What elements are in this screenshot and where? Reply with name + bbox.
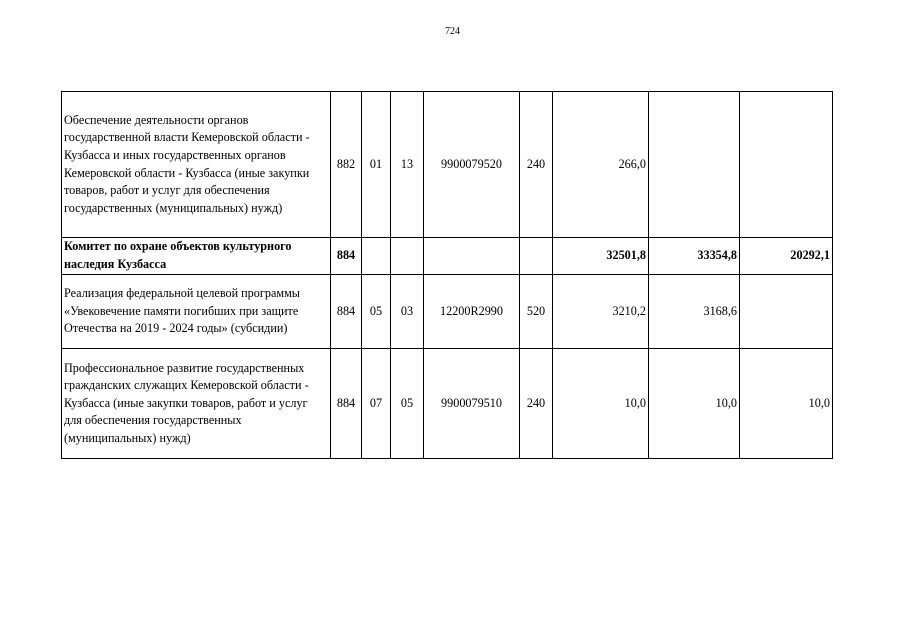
expense-type-code <box>520 238 553 275</box>
subsection-code: 13 <box>391 92 424 238</box>
target-code <box>424 238 520 275</box>
table-row <box>62 349 833 459</box>
target-code: 9900079520 <box>424 92 520 238</box>
table-row <box>62 275 833 349</box>
ministry-code: 882 <box>331 92 362 238</box>
target-code: 9900079510 <box>424 349 520 459</box>
expense-type-code: 240 <box>520 92 553 238</box>
ministry-code: 884 <box>331 349 362 459</box>
sum-year-1: 266,0 <box>553 92 649 238</box>
section-code: 07 <box>362 349 391 459</box>
table-row <box>62 238 833 275</box>
subsection-code <box>391 238 424 275</box>
expense-type-code: 520 <box>520 275 553 349</box>
section-code <box>362 238 391 275</box>
sum-year-1: 10,0 <box>553 349 649 459</box>
target-code: 12200R2990 <box>424 275 520 349</box>
sum-year-3: 20292,1 <box>740 238 833 275</box>
row-name: Комитет по охране объектов культурного наследия Кузбасса <box>62 238 331 275</box>
sum-year-3 <box>740 275 833 349</box>
row-name: Реализация федеральной целевой программы «Увековечение памяти погибших при защите Отечества на 2019 - 2024 годы» (субсидии) <box>62 275 331 349</box>
sum-year-3 <box>740 92 833 238</box>
table-row <box>62 92 833 238</box>
ministry-code: 884 <box>331 238 362 275</box>
sum-year-2: 10,0 <box>649 349 740 459</box>
ministry-code: 884 <box>331 275 362 349</box>
page-number: 724 <box>445 26 460 37</box>
row-name: Обеспечение деятельности органов государственной власти Кемеровской области - Кузбасса и иных государственных органов Кемеровской области - Кузбасса (иные закупки товаров, работ и услуг для обеспечения государственных (муниципальных) нужд) <box>62 92 331 238</box>
sum-year-2: 3168,6 <box>649 275 740 349</box>
expense-type-code: 240 <box>520 349 553 459</box>
sum-year-2: 33354,8 <box>649 238 740 275</box>
sum-year-3: 10,0 <box>740 349 833 459</box>
section-code: 01 <box>362 92 391 238</box>
subsection-code: 05 <box>391 349 424 459</box>
sum-year-1: 3210,2 <box>553 275 649 349</box>
sum-year-2 <box>649 92 740 238</box>
sum-year-1: 32501,8 <box>553 238 649 275</box>
subsection-code: 03 <box>391 275 424 349</box>
row-name: Профессиональное развитие государственных гражданских служащих Кемеровской области - Кузбасса (иные закупки товаров, работ и услуг для обеспечения государственных (муниципальных) нужд) <box>62 349 331 459</box>
budget-table <box>61 91 833 459</box>
section-code: 05 <box>362 275 391 349</box>
